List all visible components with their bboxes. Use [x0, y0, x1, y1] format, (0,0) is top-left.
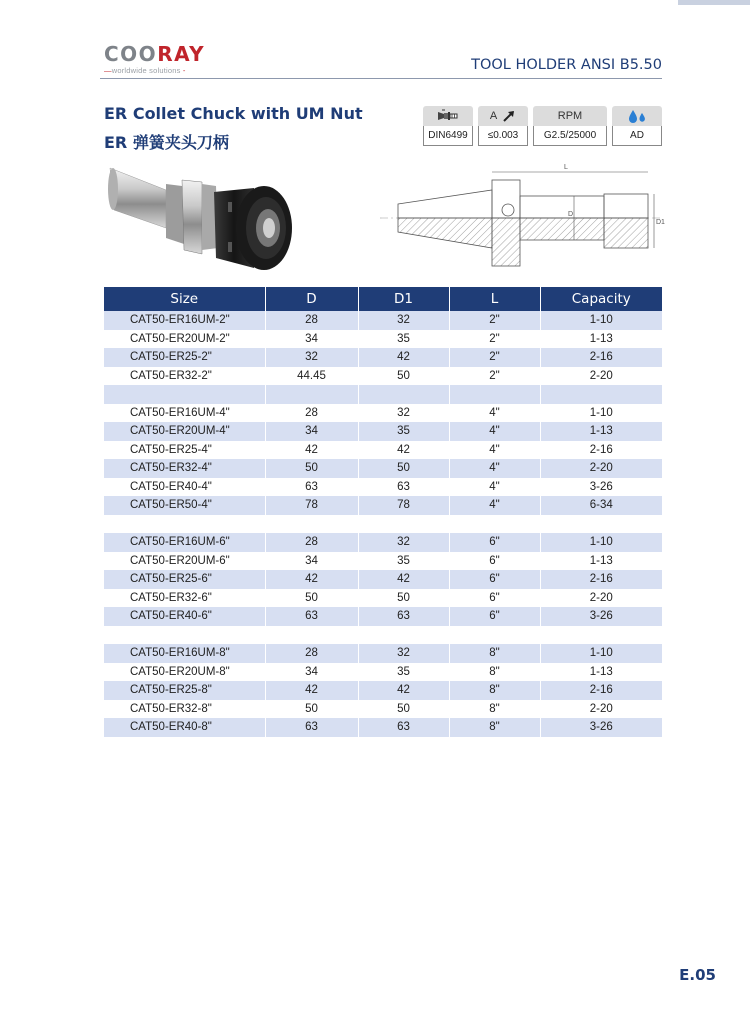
- cell-l: 2": [449, 367, 540, 386]
- spec-rpm-value: G2.5/25000: [533, 126, 607, 146]
- spec-box-rpm: [533, 106, 607, 146]
- table-spacer-row: [104, 385, 662, 404]
- cell-d: 34: [265, 663, 358, 682]
- cell-d: 28: [265, 644, 358, 663]
- cell-d: 50: [265, 700, 358, 719]
- cell-size: CAT50-ER20UM-4": [104, 422, 265, 441]
- table-row: [104, 330, 662, 349]
- cell-d1: [358, 385, 449, 404]
- cell-d: 34: [265, 552, 358, 571]
- cell-size: CAT50-ER25-2": [104, 348, 265, 367]
- cell-d: 28: [265, 533, 358, 552]
- product-title-cn: ER 弹簧夹头刀柄: [104, 133, 229, 152]
- table-spacer-row: [104, 515, 662, 534]
- cell-capacity: 1-13: [589, 554, 613, 567]
- cell-l: [449, 626, 540, 645]
- cell-size: CAT50-ER50-4": [104, 496, 265, 515]
- cell-d1: 35: [358, 663, 449, 682]
- cell-d1: 63: [358, 718, 449, 737]
- cell-d1: 35: [358, 330, 449, 349]
- cell-size: CAT50-ER16UM-6": [104, 533, 265, 552]
- header-d: D: [265, 287, 358, 311]
- dim-label-d1: D1: [656, 219, 665, 226]
- cell-capacity: 6-34: [540, 496, 662, 515]
- cell-d1: 35: [358, 422, 449, 441]
- page-corner-tab: [678, 0, 750, 5]
- cell-size: CAT50-ER25-4": [104, 441, 265, 460]
- cell-capacity: 1-10: [589, 406, 613, 419]
- cell-d: 28: [265, 311, 358, 330]
- dim-label-l: L: [564, 164, 568, 171]
- brand-logo: [104, 44, 205, 75]
- table-row: [104, 570, 662, 589]
- cell-d1: [358, 626, 449, 645]
- cell-size: CAT50-ER40-8": [104, 718, 265, 737]
- technical-drawing: [380, 160, 665, 276]
- cell-l: [449, 385, 540, 404]
- spec-table: [104, 287, 662, 737]
- table-row: [104, 700, 662, 719]
- spec-runout-value: ≤0.003: [478, 126, 528, 146]
- cell-d1: 42: [358, 348, 449, 367]
- cell-d: 63: [265, 478, 358, 497]
- cell-d: 78: [265, 496, 358, 515]
- cell-size: [104, 385, 265, 404]
- cell-size: CAT50-ER32-2": [104, 367, 265, 386]
- cell-d: [265, 626, 358, 645]
- header-size: Size: [104, 287, 265, 311]
- cell-d: [265, 385, 358, 404]
- cell-l: 2": [449, 348, 540, 367]
- cell-size: CAT50-ER16UM-4": [104, 404, 265, 423]
- table-row: [104, 404, 662, 423]
- runout-arrow-icon: [502, 110, 516, 122]
- coolant-drops-icon: [612, 106, 662, 126]
- cell-l: 4": [449, 496, 540, 515]
- logo-wordmark: [104, 44, 205, 64]
- cell-d1: 50: [358, 700, 449, 719]
- header-title: TOOL HOLDER ANSI B5.50: [471, 57, 662, 73]
- cell-l: 6": [449, 552, 540, 571]
- spindle-icon: [423, 106, 473, 126]
- table-row: [104, 441, 662, 460]
- cell-d1: 63: [358, 607, 449, 626]
- spec-box-coolant: [612, 106, 662, 146]
- cell-capacity: 3-26: [540, 607, 662, 626]
- cell-d1: [358, 515, 449, 534]
- table-row: [104, 718, 662, 737]
- cell-capacity: 2-20: [540, 459, 662, 478]
- cell-size: CAT50-ER32-8": [104, 700, 265, 719]
- runout-letter: A: [489, 110, 498, 122]
- product-photo: [104, 158, 294, 278]
- cell-capacity: 1-10: [540, 533, 662, 552]
- cell-d1: 42: [358, 441, 449, 460]
- table-row: [104, 589, 662, 608]
- spec-coolant-value: AD: [612, 126, 662, 146]
- dim-label-d: D: [568, 211, 574, 218]
- cell-capacity: [540, 626, 662, 645]
- page-number: E.05: [679, 966, 716, 984]
- cell-l: 6": [449, 533, 540, 552]
- cell-l: 8": [449, 700, 540, 719]
- cell-d: 34: [265, 422, 358, 441]
- cell-size: CAT50-ER32-4": [104, 459, 265, 478]
- cell-d: [265, 515, 358, 534]
- table-row: [104, 496, 662, 515]
- header-d1: D1: [358, 287, 449, 311]
- table-row: [104, 644, 662, 663]
- cell-capacity: 2-16: [540, 570, 662, 589]
- cell-size: CAT50-ER20UM-6": [104, 552, 265, 571]
- cell-d1: 50: [358, 367, 449, 386]
- cell-l: 6": [449, 589, 540, 608]
- table-header-row: [104, 287, 662, 311]
- cell-capacity: 3-26: [589, 480, 613, 493]
- table-row: [104, 607, 662, 626]
- cell-capacity: 1-13: [589, 332, 613, 345]
- table-row: [104, 478, 662, 497]
- cell-d1: 42: [358, 681, 449, 700]
- cell-l: 4": [449, 478, 540, 497]
- spec-runout-label: [478, 106, 528, 126]
- cell-capacity: 2-20: [589, 702, 613, 715]
- cell-d: 42: [265, 681, 358, 700]
- spec-box-standard: [423, 106, 473, 146]
- cell-d1: 42: [358, 570, 449, 589]
- cell-d: 50: [265, 459, 358, 478]
- cell-size: CAT50-ER20UM-2": [104, 330, 265, 349]
- cell-l: 2": [449, 330, 540, 349]
- cell-l: 8": [449, 681, 540, 700]
- table-row: [104, 422, 662, 441]
- cell-d: 63: [265, 718, 358, 737]
- cell-capacity: [540, 515, 662, 534]
- cell-l: 4": [449, 441, 540, 460]
- cell-d: 63: [265, 607, 358, 626]
- cell-d1: 78: [358, 496, 449, 515]
- cell-capacity: 2-20: [589, 369, 613, 382]
- cell-l: 6": [449, 607, 540, 626]
- cell-size: CAT50-ER40-4": [104, 478, 265, 497]
- cell-size: [104, 626, 265, 645]
- product-title-en: ER Collet Chuck with UM Nut: [104, 104, 363, 123]
- table-row: [104, 663, 662, 682]
- cell-l: 4": [449, 422, 540, 441]
- cell-d1: 32: [358, 533, 449, 552]
- cell-l: 6": [449, 570, 540, 589]
- table-row: [104, 533, 662, 552]
- cell-l: 4": [449, 404, 540, 423]
- table-row: [104, 311, 662, 330]
- cell-l: [449, 515, 540, 534]
- cell-capacity: 1-13: [540, 422, 662, 441]
- table-row: [104, 681, 662, 700]
- cell-capacity: 2-20: [589, 591, 613, 604]
- cell-l: 8": [449, 718, 540, 737]
- table-row: [104, 459, 662, 478]
- cell-capacity: 1-10: [540, 311, 662, 330]
- cell-capacity: 2-16: [589, 443, 613, 456]
- header-divider: [100, 78, 662, 79]
- cell-size: CAT50-ER32-6": [104, 589, 265, 608]
- cell-d: 42: [265, 441, 358, 460]
- cell-d1: 35: [358, 552, 449, 571]
- cell-capacity: 1-13: [589, 665, 613, 678]
- cell-d: 50: [265, 589, 358, 608]
- cell-d: 32: [265, 348, 358, 367]
- table-row: [104, 348, 662, 367]
- cell-d: 28: [265, 404, 358, 423]
- cell-l: 2": [449, 311, 540, 330]
- cell-l: 8": [449, 644, 540, 663]
- table-spacer-row: [104, 626, 662, 645]
- header-capacity: Capacity: [540, 287, 662, 311]
- cell-capacity: 1-10: [540, 644, 662, 663]
- header-l: L: [449, 287, 540, 311]
- table-row: [104, 552, 662, 571]
- logo-tagline-text: worldwide solutions: [111, 66, 181, 75]
- cell-size: CAT50-ER20UM-8": [104, 663, 265, 682]
- cell-l: 8": [449, 663, 540, 682]
- cell-size: CAT50-ER16UM-8": [104, 644, 265, 663]
- logo-tagline: —worldwide solutions -: [104, 66, 186, 75]
- cell-d1: 50: [358, 459, 449, 478]
- cell-d1: 32: [358, 311, 449, 330]
- cell-d1: 32: [358, 644, 449, 663]
- spec-standard-value: DIN6499: [423, 126, 473, 146]
- logo-wordmark-grey: COO: [104, 42, 158, 66]
- cell-l: 4": [449, 459, 540, 478]
- cell-d1: 32: [358, 404, 449, 423]
- cell-capacity: [540, 385, 662, 404]
- table-row: [104, 367, 662, 386]
- cell-size: CAT50-ER25-6": [104, 570, 265, 589]
- cell-size: CAT50-ER25-8": [104, 681, 265, 700]
- cell-size: CAT50-ER16UM-2": [104, 311, 265, 330]
- cell-d: 34: [265, 330, 358, 349]
- cell-capacity: 3-26: [540, 718, 662, 737]
- cell-capacity: 2-16: [540, 681, 662, 700]
- logo-wordmark-red: RAY: [157, 42, 206, 66]
- cell-capacity: 2-16: [540, 348, 662, 367]
- cell-d: 42: [265, 570, 358, 589]
- cell-d1: 63: [358, 478, 449, 497]
- cell-d: 44.45: [265, 367, 358, 386]
- cell-d1: 50: [358, 589, 449, 608]
- cell-size: [104, 515, 265, 534]
- spec-rpm-label: RPM: [533, 106, 607, 126]
- cell-size: CAT50-ER40-6": [104, 607, 265, 626]
- spec-box-runout: [478, 106, 528, 146]
